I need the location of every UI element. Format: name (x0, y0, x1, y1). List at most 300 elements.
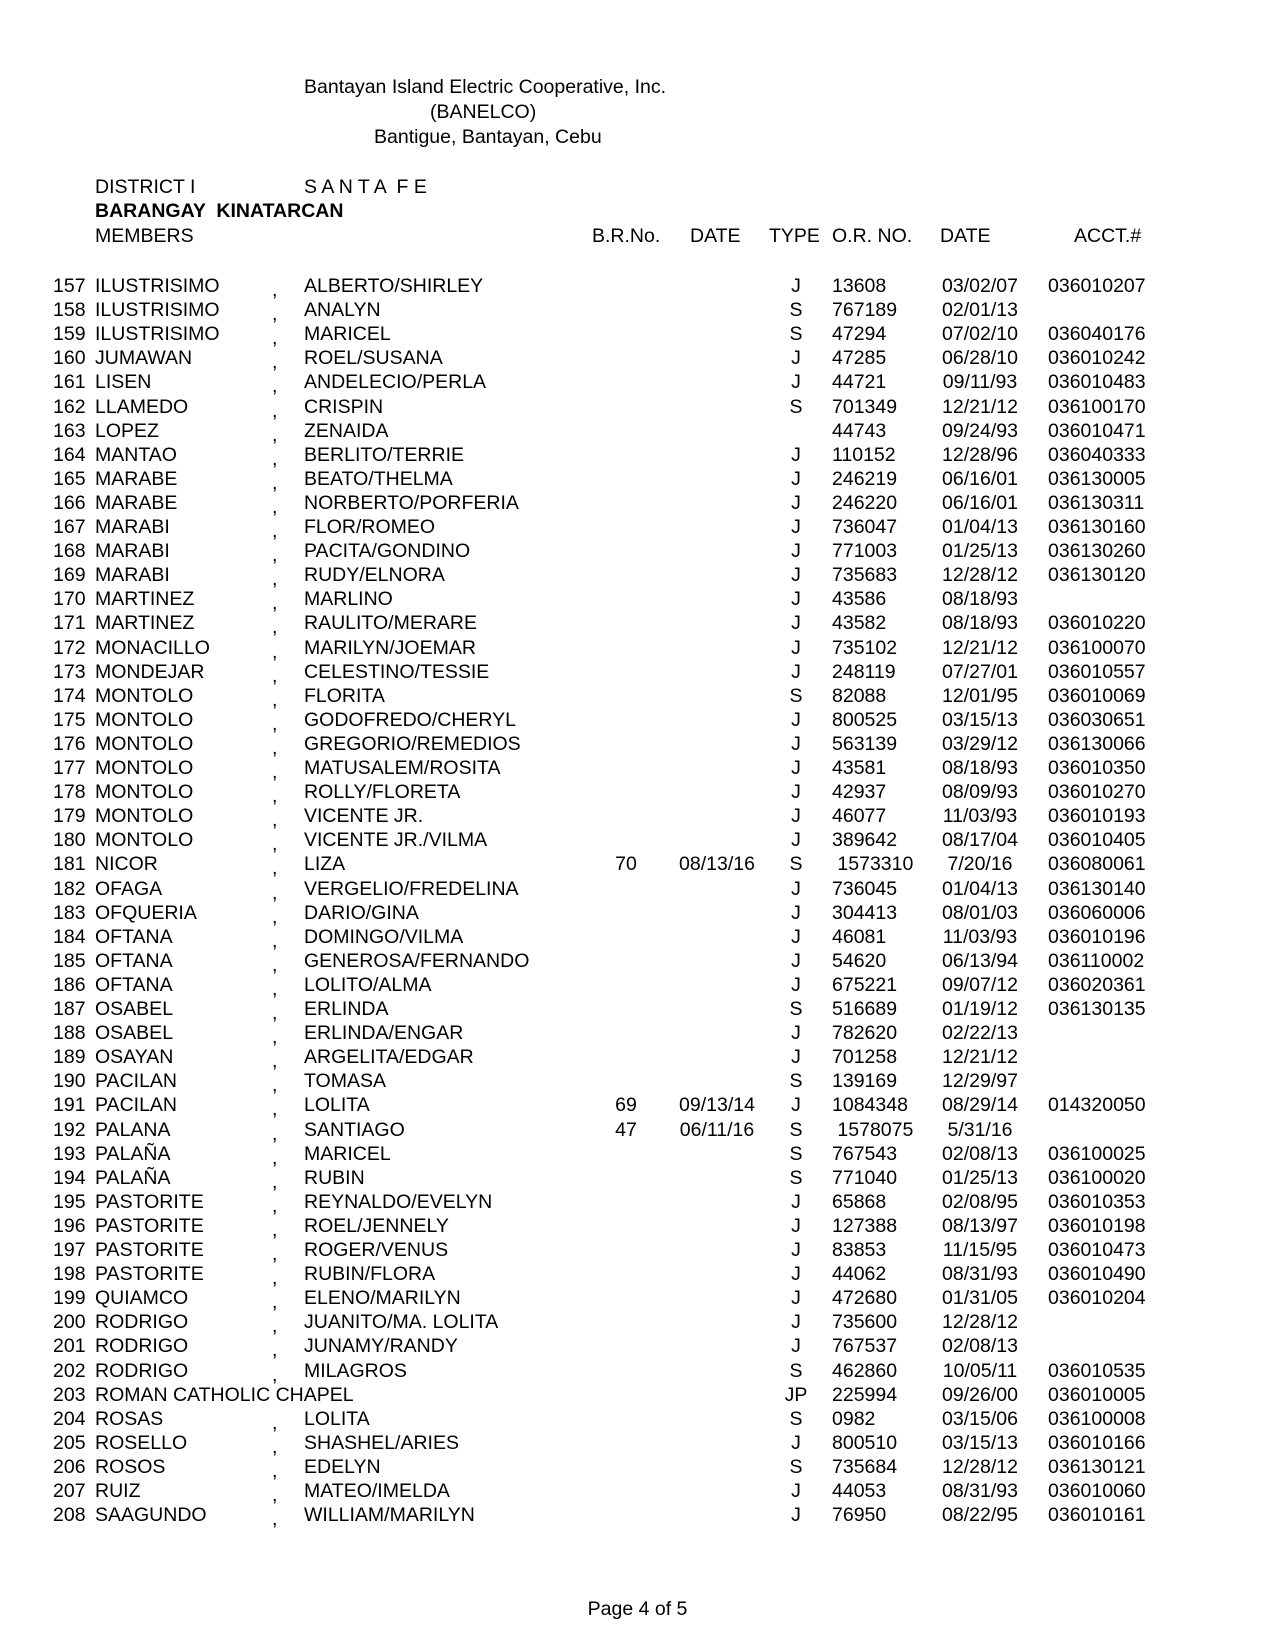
table-row (0, 759, 1275, 783)
type-cell: S (789, 395, 803, 418)
type-cell: J (791, 805, 801, 828)
last-name: PASTORITE (95, 1214, 204, 1237)
or-date-cell: 08/18/93 (942, 588, 1018, 611)
last-name: OSABEL (95, 998, 174, 1020)
name-separator: , (272, 1122, 278, 1145)
or-date-cell: 07/02/10 (942, 323, 1018, 346)
table-row (0, 325, 1275, 349)
or-no-cell: 472680 (832, 1287, 898, 1310)
or-date-cell: 08/01/03 (942, 901, 1018, 924)
row-number: 165 (53, 467, 86, 490)
br-no-cell: 69 (615, 1094, 637, 1117)
column-header-date2: DATE (940, 225, 991, 247)
or-no-cell: 0982 (832, 1407, 876, 1430)
row-number: 176 (53, 732, 86, 755)
last-name: MONTOLO (95, 757, 194, 779)
name-separator: , (272, 977, 278, 1000)
type-cell: S (789, 684, 803, 707)
or-date-cell: 03/15/13 (942, 708, 1018, 731)
type-cell: J (791, 757, 801, 779)
name-separator: , (272, 1484, 278, 1506)
or-no-cell: 43586 (832, 588, 887, 611)
last-name: ILUSTRISIMO (95, 275, 220, 297)
row-number: 189 (53, 1046, 86, 1069)
first-names: NORBERTO/PORFERIA (304, 491, 519, 514)
row-number: 178 (53, 781, 86, 804)
table-row (0, 373, 1275, 397)
table-row (0, 1048, 1275, 1072)
or-no-cell: 65868 (832, 1190, 887, 1213)
name-separator: , (272, 520, 278, 542)
last-name: MONTOLO (95, 732, 194, 755)
account-number-cell: 036010069 (1048, 684, 1146, 707)
type-cell: J (791, 660, 801, 683)
column-header-acct: ACCT.# (1074, 225, 1142, 247)
first-names: FLORITA (304, 684, 385, 707)
last-name: NICOR (95, 853, 158, 876)
table-row (0, 660, 1275, 687)
or-no-cell: 246219 (832, 467, 898, 490)
or-date-cell: 06/16/01 (942, 491, 1018, 514)
or-no-cell: 43581 (832, 757, 887, 779)
or-date-cell: 02/01/13 (942, 299, 1018, 322)
or-date-cell: 5/31/16 (947, 1118, 1013, 1141)
name-separator: , (272, 471, 278, 494)
table-row (0, 1024, 1275, 1048)
account-number-cell: 036060006 (1048, 901, 1146, 924)
or-date-cell: 01/04/13 (942, 516, 1018, 538)
type-cell: S (789, 1166, 803, 1189)
name-separator: , (272, 303, 278, 326)
table-row (0, 1431, 1275, 1458)
first-names: JUNAMY/RANDY (304, 1335, 458, 1358)
account-number-cell: 036010005 (1048, 1383, 1146, 1406)
row-number: 166 (53, 491, 86, 514)
name-separator: , (272, 1267, 278, 1290)
last-name: RODRIGO (95, 1335, 189, 1358)
last-name: MARABI (95, 540, 170, 563)
type-cell: J (791, 829, 801, 852)
or-no-cell: 1578075 (832, 1118, 914, 1141)
last-name: QUIAMCO (95, 1287, 189, 1310)
or-no-cell: 82088 (832, 684, 887, 707)
table-row (0, 1118, 1275, 1145)
name-separator: , (272, 1218, 278, 1241)
account-number-cell: 036010490 (1048, 1263, 1146, 1286)
last-name: JUMAWAN (95, 347, 193, 370)
table-row (0, 684, 1275, 711)
or-no-cell: 735684 (832, 1455, 898, 1478)
table-row (0, 1142, 1275, 1169)
first-names: VERGELIO/FREDELINA (304, 877, 519, 900)
or-date-cell: 08/18/93 (942, 757, 1018, 779)
or-date-cell: 11/15/95 (942, 1239, 1018, 1261)
type-cell: J (791, 1335, 801, 1358)
or-date-cell: 06/13/94 (942, 949, 1018, 972)
account-number-cell: 036130160 (1048, 516, 1146, 538)
or-no-cell: 782620 (832, 1022, 898, 1045)
or-date-cell: 09/07/12 (942, 973, 1018, 996)
row-number: 183 (53, 901, 86, 924)
type-cell: J (791, 949, 801, 972)
or-date-cell: 02/08/13 (942, 1142, 1018, 1165)
first-names: MARILYN/JOEMAR (304, 636, 476, 659)
last-name: MONTOLO (95, 708, 194, 731)
or-no-cell: 735683 (832, 564, 898, 587)
or-date-cell: 01/25/13 (942, 540, 1018, 563)
first-names: ZENAIDA (304, 419, 389, 442)
row-number: 169 (53, 564, 86, 587)
name-separator: , (272, 447, 278, 470)
row-number: 157 (53, 275, 86, 297)
or-no-cell: 675221 (832, 973, 898, 996)
table-row (0, 807, 1275, 831)
account-number-cell: 036040176 (1048, 323, 1146, 346)
row-number: 195 (53, 1190, 86, 1213)
first-names: ROEL/JENNELY (304, 1214, 449, 1237)
name-separator: , (272, 881, 278, 904)
column-header-members: MEMBERS (95, 225, 194, 247)
br-date-cell: 08/13/16 (679, 853, 755, 876)
type-cell: J (791, 1431, 801, 1454)
first-names: DARIO/GINA (304, 901, 419, 924)
last-name: PALAÑA (95, 1166, 171, 1189)
table-row (0, 1190, 1275, 1217)
table-row (0, 419, 1275, 446)
account-number-cell: 036130135 (1048, 998, 1146, 1020)
account-number-cell: 036100025 (1048, 1142, 1146, 1165)
name-separator: , (272, 688, 278, 711)
or-date-cell: 09/26/00 (942, 1383, 1018, 1406)
first-names: CRISPIN (304, 395, 384, 418)
row-number: 201 (53, 1335, 86, 1358)
account-number-cell: 036010220 (1048, 612, 1146, 635)
first-names: ROGER/VENUS (304, 1239, 449, 1261)
row-number: 173 (53, 660, 86, 683)
name-separator: , (272, 1363, 278, 1386)
or-date-cell: 06/16/01 (942, 467, 1018, 490)
name-separator: , (272, 1508, 278, 1531)
or-date-cell: 12/28/96 (942, 443, 1018, 466)
last-name: ROSOS (95, 1455, 166, 1478)
or-no-cell: 44053 (832, 1480, 887, 1502)
row-number: 206 (53, 1455, 86, 1478)
br-date-cell: 06/11/16 (679, 1118, 755, 1141)
or-no-cell: 701258 (832, 1046, 898, 1069)
type-cell: S (789, 853, 803, 876)
first-names: RUBIN (304, 1166, 365, 1189)
or-date-cell: 08/31/93 (942, 1263, 1018, 1286)
row-number: 160 (53, 347, 86, 370)
name-separator: , (272, 592, 278, 615)
or-no-cell: 304413 (832, 901, 898, 924)
account-number-cell: 036010196 (1048, 925, 1146, 948)
name-separator: , (272, 1291, 278, 1314)
account-number-cell: 036010270 (1048, 781, 1146, 804)
name-separator: , (272, 761, 278, 783)
name-separator: , (272, 1098, 278, 1121)
br-no-cell: 47 (615, 1118, 637, 1141)
type-cell: J (791, 564, 801, 587)
municipality-label: S A N T A F E (304, 176, 427, 198)
first-names: ALBERTO/SHIRLEY (304, 275, 484, 297)
last-name: PALAÑA (95, 1142, 171, 1165)
or-no-cell: 1084348 (832, 1094, 908, 1117)
first-names: LOLITA (304, 1094, 370, 1117)
or-no-cell: 248119 (832, 660, 896, 683)
table-row (0, 636, 1275, 663)
table-row (0, 708, 1275, 735)
type-cell: J (791, 1190, 801, 1213)
or-date-cell: 03/29/12 (942, 732, 1018, 755)
type-cell: J (791, 732, 801, 755)
row-number: 171 (53, 612, 86, 635)
row-number: 181 (53, 853, 86, 876)
last-name: PASTORITE (95, 1190, 204, 1213)
or-date-cell: 12/28/12 (942, 564, 1018, 587)
last-name: OSAYAN (95, 1046, 174, 1069)
or-date-cell: 12/29/97 (942, 1070, 1018, 1093)
last-name: LLAMEDO (95, 395, 189, 418)
or-date-cell: 12/21/12 (942, 1046, 1018, 1069)
account-number-cell: 036130260 (1048, 540, 1146, 563)
name-separator: , (272, 712, 278, 735)
or-date-cell: 07/27/01 (942, 660, 1018, 683)
row-number: 203 (53, 1383, 86, 1406)
name-separator: , (272, 399, 278, 422)
or-no-cell: 563139 (832, 732, 898, 755)
first-names: RUDY/ELNORA (304, 564, 445, 587)
first-names: MILAGROS (304, 1359, 407, 1382)
row-number: 186 (53, 973, 86, 996)
account-number-cell: 036100070 (1048, 636, 1146, 659)
barangay-label: BARANGAY KINATARCAN (95, 200, 344, 222)
last-name: PALANA (95, 1118, 171, 1141)
row-number: 192 (53, 1118, 86, 1141)
name-separator: , (272, 616, 278, 639)
or-date-cell: 08/31/93 (942, 1480, 1018, 1502)
last-name: RUIZ (95, 1480, 141, 1502)
account-number-cell: 036010557 (1048, 660, 1146, 683)
or-no-cell: 701349 (832, 395, 898, 418)
account-number-cell: 036010207 (1048, 275, 1146, 297)
type-cell: J (791, 636, 801, 659)
row-number: 188 (53, 1022, 86, 1045)
first-names: PACITA/GONDINO (304, 540, 471, 563)
table-row (0, 1455, 1275, 1482)
name-separator: , (272, 568, 278, 591)
or-date-cell: 01/25/13 (942, 1166, 1018, 1189)
last-name: MARABE (95, 491, 178, 514)
name-separator: , (272, 1002, 278, 1024)
first-names: GODOFREDO/CHERYL (304, 708, 517, 731)
type-cell: J (791, 1263, 801, 1286)
last-name: RODRIGO (95, 1311, 189, 1334)
last-name: OFTANA (95, 973, 173, 996)
account-number-cell: 036010193 (1048, 805, 1146, 828)
or-no-cell: 800525 (832, 708, 898, 731)
account-number-cell: 036080061 (1048, 853, 1146, 876)
first-names: WILLIAM/MARILYN (304, 1504, 475, 1527)
or-no-cell: 43582 (832, 612, 887, 635)
first-names: FLOR/ROMEO (304, 516, 436, 538)
row-number: 172 (53, 636, 86, 659)
last-name: PASTORITE (95, 1263, 204, 1286)
or-no-cell: 83853 (832, 1239, 887, 1261)
type-cell: J (791, 371, 801, 394)
or-no-cell: 225994 (832, 1383, 898, 1406)
type-cell: J (791, 1214, 801, 1237)
last-name: MARTINEZ (95, 588, 195, 611)
org-address: Bantigue, Bantayan, Cebu (374, 126, 602, 148)
last-name: MONTOLO (95, 805, 194, 828)
account-number-cell: 036100170 (1048, 395, 1146, 418)
or-no-cell: 76950 (832, 1504, 887, 1527)
or-date-cell: 03/02/07 (942, 275, 1018, 297)
row-number: 168 (53, 540, 86, 563)
type-cell: J (791, 1239, 801, 1261)
or-date-cell: 11/03/93 (942, 805, 1018, 828)
or-no-cell: 389642 (832, 829, 898, 852)
or-no-cell: 767537 (832, 1335, 898, 1358)
account-number-cell: 036010473 (1048, 1239, 1146, 1261)
or-no-cell: 462860 (832, 1359, 898, 1382)
row-number: 191 (53, 1094, 86, 1117)
last-name: ROMAN CATHOLIC CHAPEL (95, 1383, 354, 1406)
or-no-cell: 767189 (832, 299, 898, 322)
or-date-cell: 01/19/12 (942, 998, 1018, 1020)
type-cell: J (791, 973, 801, 996)
last-name: OFTANA (95, 925, 173, 948)
type-cell: J (791, 612, 801, 635)
type-cell: J (791, 1287, 801, 1310)
last-name: PACILAN (95, 1070, 177, 1093)
last-name: PACILAN (95, 1094, 177, 1117)
name-separator: , (272, 1074, 278, 1097)
last-name: MARTINEZ (95, 612, 195, 635)
name-separator: , (272, 1339, 278, 1362)
account-number-cell: 036010471 (1048, 419, 1146, 442)
table-row (0, 1383, 1275, 1410)
or-no-cell: 110152 (832, 443, 896, 466)
or-no-cell: 46077 (832, 805, 887, 828)
or-date-cell: 09/24/93 (942, 419, 1018, 442)
name-separator: , (272, 327, 278, 350)
account-number-cell: 036130311 (1048, 491, 1145, 514)
account-number-cell: 036130120 (1048, 564, 1146, 587)
first-names: ROLLY/FLORETA (304, 781, 461, 804)
first-names: JUANITO/MA. LOLITA (304, 1311, 499, 1334)
column-header-br-no: B.R.No. (592, 225, 661, 247)
table-row (0, 1337, 1275, 1361)
row-number: 208 (53, 1504, 86, 1527)
table-row (0, 277, 1275, 301)
row-number: 170 (53, 588, 86, 611)
row-number: 174 (53, 684, 86, 707)
last-name: SAAGUNDO (95, 1504, 207, 1527)
first-names: SANTIAGO (304, 1118, 405, 1141)
or-no-cell: 127388 (832, 1214, 898, 1237)
last-name: OFAGA (95, 877, 163, 900)
account-number-cell: 036040333 (1048, 443, 1146, 466)
or-date-cell: 08/22/95 (942, 1504, 1018, 1527)
name-separator: , (272, 905, 278, 928)
row-number: 194 (53, 1166, 86, 1189)
row-number: 193 (53, 1142, 86, 1165)
or-date-cell: 02/08/13 (942, 1335, 1018, 1358)
or-no-cell: 44062 (832, 1263, 887, 1286)
type-cell: J (791, 1480, 801, 1502)
row-number: 182 (53, 877, 86, 900)
last-name: MONTOLO (95, 684, 194, 707)
row-number: 187 (53, 998, 86, 1020)
or-date-cell: 12/21/12 (942, 636, 1018, 659)
row-number: 179 (53, 805, 86, 828)
or-date-cell: 12/28/12 (942, 1311, 1018, 1334)
last-name: OSABEL (95, 1022, 174, 1045)
or-no-cell: 139169 (832, 1070, 898, 1093)
account-number-cell: 036020361 (1048, 973, 1146, 996)
name-separator: , (272, 544, 278, 567)
row-number: 163 (53, 419, 86, 442)
type-cell: J (791, 1094, 801, 1117)
row-number: 159 (53, 323, 86, 346)
type-cell: S (789, 299, 803, 322)
table-row (0, 1506, 1275, 1530)
row-number: 204 (53, 1407, 86, 1430)
row-number: 199 (53, 1287, 86, 1310)
or-no-cell: 44743 (832, 419, 887, 442)
column-header-type: TYPE (769, 225, 820, 247)
account-number-cell: 036130005 (1048, 467, 1146, 490)
name-separator: , (272, 1170, 278, 1193)
or-no-cell: 46081 (832, 925, 887, 948)
first-names: MARICEL (304, 323, 391, 346)
last-name: MARABI (95, 564, 170, 587)
first-names: ROEL/SUSANA (304, 347, 443, 370)
table-row (0, 1072, 1275, 1096)
district-label: DISTRICT I (95, 176, 196, 198)
row-number: 185 (53, 949, 86, 972)
or-no-cell: 47285 (832, 347, 887, 370)
table-row (0, 855, 1275, 879)
name-separator: , (272, 495, 278, 518)
row-number: 190 (53, 1070, 86, 1093)
table-row (0, 467, 1275, 494)
or-no-cell: 44721 (832, 371, 887, 394)
type-cell: J (791, 1504, 801, 1527)
first-names: GENEROSA/FERNANDO (304, 949, 530, 972)
or-no-cell: 246220 (832, 491, 898, 514)
first-names: DOMINGO/VILMA (304, 925, 464, 948)
type-cell: S (789, 323, 803, 346)
account-number-cell: 036010350 (1048, 757, 1146, 779)
name-separator: , (272, 785, 278, 808)
row-number: 202 (53, 1359, 86, 1382)
account-number-cell: 036110002 (1048, 949, 1145, 972)
or-date-cell: 03/15/06 (942, 1407, 1018, 1430)
name-separator: , (272, 1459, 278, 1482)
type-cell: J (791, 540, 801, 563)
page-number: Page 4 of 5 (587, 1598, 688, 1620)
row-number: 196 (53, 1214, 86, 1237)
or-date-cell: 08/09/93 (942, 781, 1018, 804)
table-row (0, 1359, 1275, 1386)
table-row (0, 949, 1275, 976)
type-cell: JP (784, 1383, 808, 1406)
type-cell: J (791, 347, 801, 370)
or-date-cell: 7/20/16 (947, 853, 1013, 876)
